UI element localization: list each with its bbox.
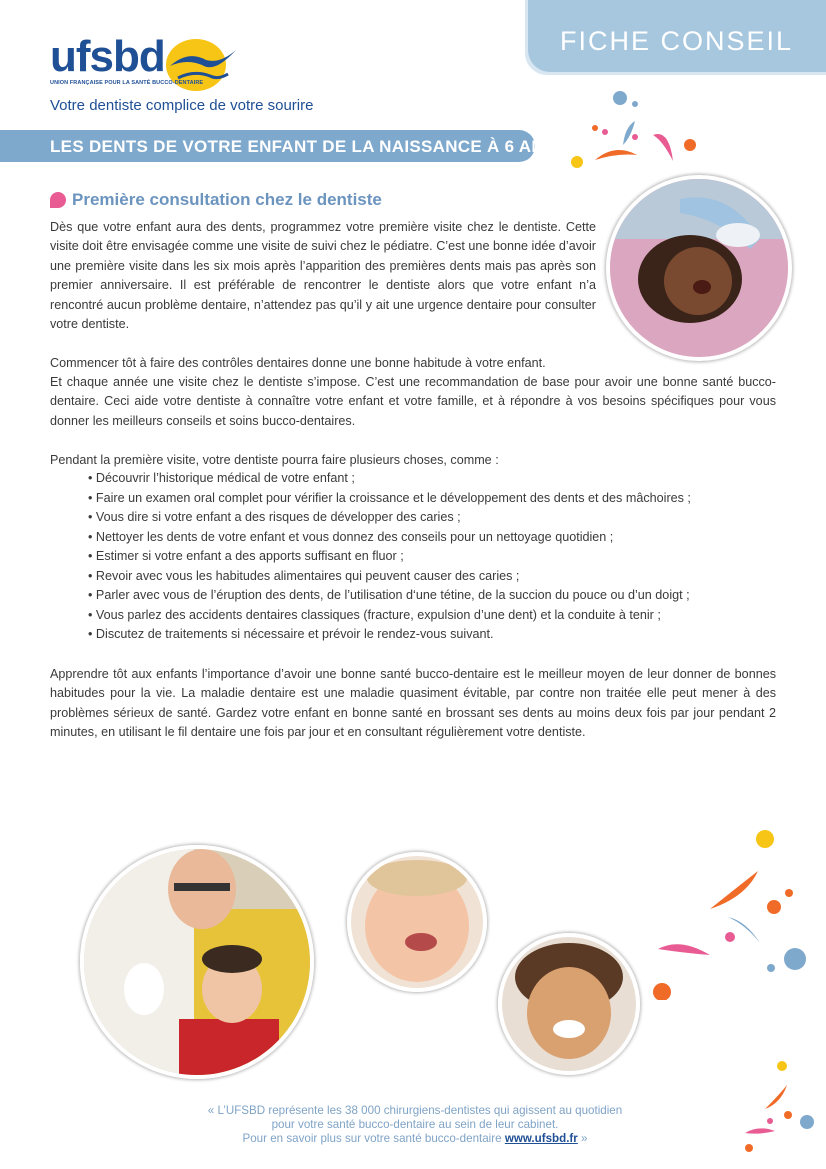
list-item: • Nettoyer les dents de votre enfant et vous donnez des conseils pour un nettoyage quotidien ; <box>88 528 691 548</box>
visit-list <box>88 469 691 645</box>
paragraph-2b: Et chaque année une visite chez le dentiste s’impose. C’est une recommandation de base pour avoir une bonne santé bucco-dentaire. Ceci aide votre dentiste à connaître votre enfant et votre famille, et à répondre à vos besoins spécifiques pour vous donner les meilleurs conseils et soins bucco-dentaires. <box>50 375 776 428</box>
list-item: • Parler avec vous de l’éruption des dents, de l’utilisation d‘une tétine, de la succion du pouce ou d’un doigt ; <box>88 586 691 606</box>
footer-line-1: « L’UFSBD représente les 38 000 chirurgiens-dentistes qui agissent au quotidien <box>207 1104 623 1117</box>
decor-dots-corner <box>735 1055 826 1155</box>
photo-dentist-with-boy <box>80 845 314 1079</box>
paragraph-4: Apprendre tôt aux enfants l’importance d’avoir une bonne santé bucco-dentaire est le meilleur moyen de leur donner de bonnes habitudes pour la vie. La maladie dentaire est une maladie quasiment évitable, par contre non traitée elle peut mener à des problèmes sérieux de santé. Gardez votre enfant en bonne santé en brossant ses dents au moins deux fois par jour pendant 2 minutes, en utilisant le fil dentaire une fois par jour et en consultant régulièrement votre dentiste. <box>50 667 776 740</box>
list-item: • Discutez de traitements si nécessaire et prévoir le rendez-vous suivant. <box>88 625 691 645</box>
ufsbd-link[interactable]: www.ufsbd.fr <box>504 1132 578 1146</box>
photo-child-dentist-chair <box>606 175 792 361</box>
decor-dots-bottom <box>650 825 826 1000</box>
footer-line-2: pour votre santé bucco-dentaire au sein de leur cabinet. <box>271 1118 559 1132</box>
logo-wordmark: ufsbd <box>50 32 165 81</box>
section-bullet-icon <box>50 192 66 208</box>
tagline: Votre dentiste complice de votre sourire <box>50 97 314 114</box>
list-item: • Faire un examen oral complet pour vérifier la croissance et le développement des dents et des mâchoires ; <box>88 489 691 509</box>
footer-line-3 <box>150 1132 680 1146</box>
section-heading: Première consultation chez le dentiste <box>72 190 382 209</box>
list-item: • Découvrir l’historique médical de votre enfant ; <box>88 469 691 489</box>
footer-line-3-text: Pour en savoir plus sur votre santé bucco-dentaire <box>242 1132 502 1146</box>
footer-line-3-end: » <box>581 1132 588 1146</box>
photo-crying-child <box>347 852 487 992</box>
list-item: • Vous parlez des accidents dentaires classiques (fracture, expulsion d’une dent) et la conduite à tenir ; <box>88 606 691 626</box>
list-item: • Vous dire si votre enfant a des risques de développer des caries ; <box>88 508 691 528</box>
decor-dots-top <box>565 85 705 175</box>
footer <box>150 1104 680 1147</box>
photo-smiling-child <box>498 933 640 1075</box>
page-title: LES DENTS DE VOTRE ENFANT DE LA NAISSANCE À 6 ANS <box>50 137 556 156</box>
paragraph-3: Pendant la première visite, votre dentiste pourra faire plusieurs choses, comme : <box>50 453 499 467</box>
list-item: • Revoir avec vous les habitudes alimentaires qui peuvent causer des caries ; <box>88 567 691 587</box>
fiche-conseil-label: FICHE CONSEIL <box>560 26 794 56</box>
logo-subtitle: UNION FRANÇAISE POUR LA SANTÉ BUCCO-DENTAIRE <box>50 80 204 86</box>
paragraph-1: Dès que votre enfant aura des dents, programmez votre première visite chez le dentiste. Cette visite doit être envisagée comme une visite de suivi chez le pédiatre. C’est une bonne idée d’avoir une première visite dans les six mois après l’apparition des premières dents mais pas après son premier anniversaire. Il est préférable de rencontrer le dentiste alors que votre enfant n’a rencontré aucun problème dentaire, n’attendez pas qu’il y ait une urgence dentaire pour consulter votre dentiste. <box>50 220 596 332</box>
list-item: • Estimer si votre enfant a des apports suffisant en fluor ; <box>88 547 691 567</box>
paragraph-2a: Commencer tôt à faire des contrôles dentaires donne une bonne habitude à votre enfant. <box>50 356 546 370</box>
